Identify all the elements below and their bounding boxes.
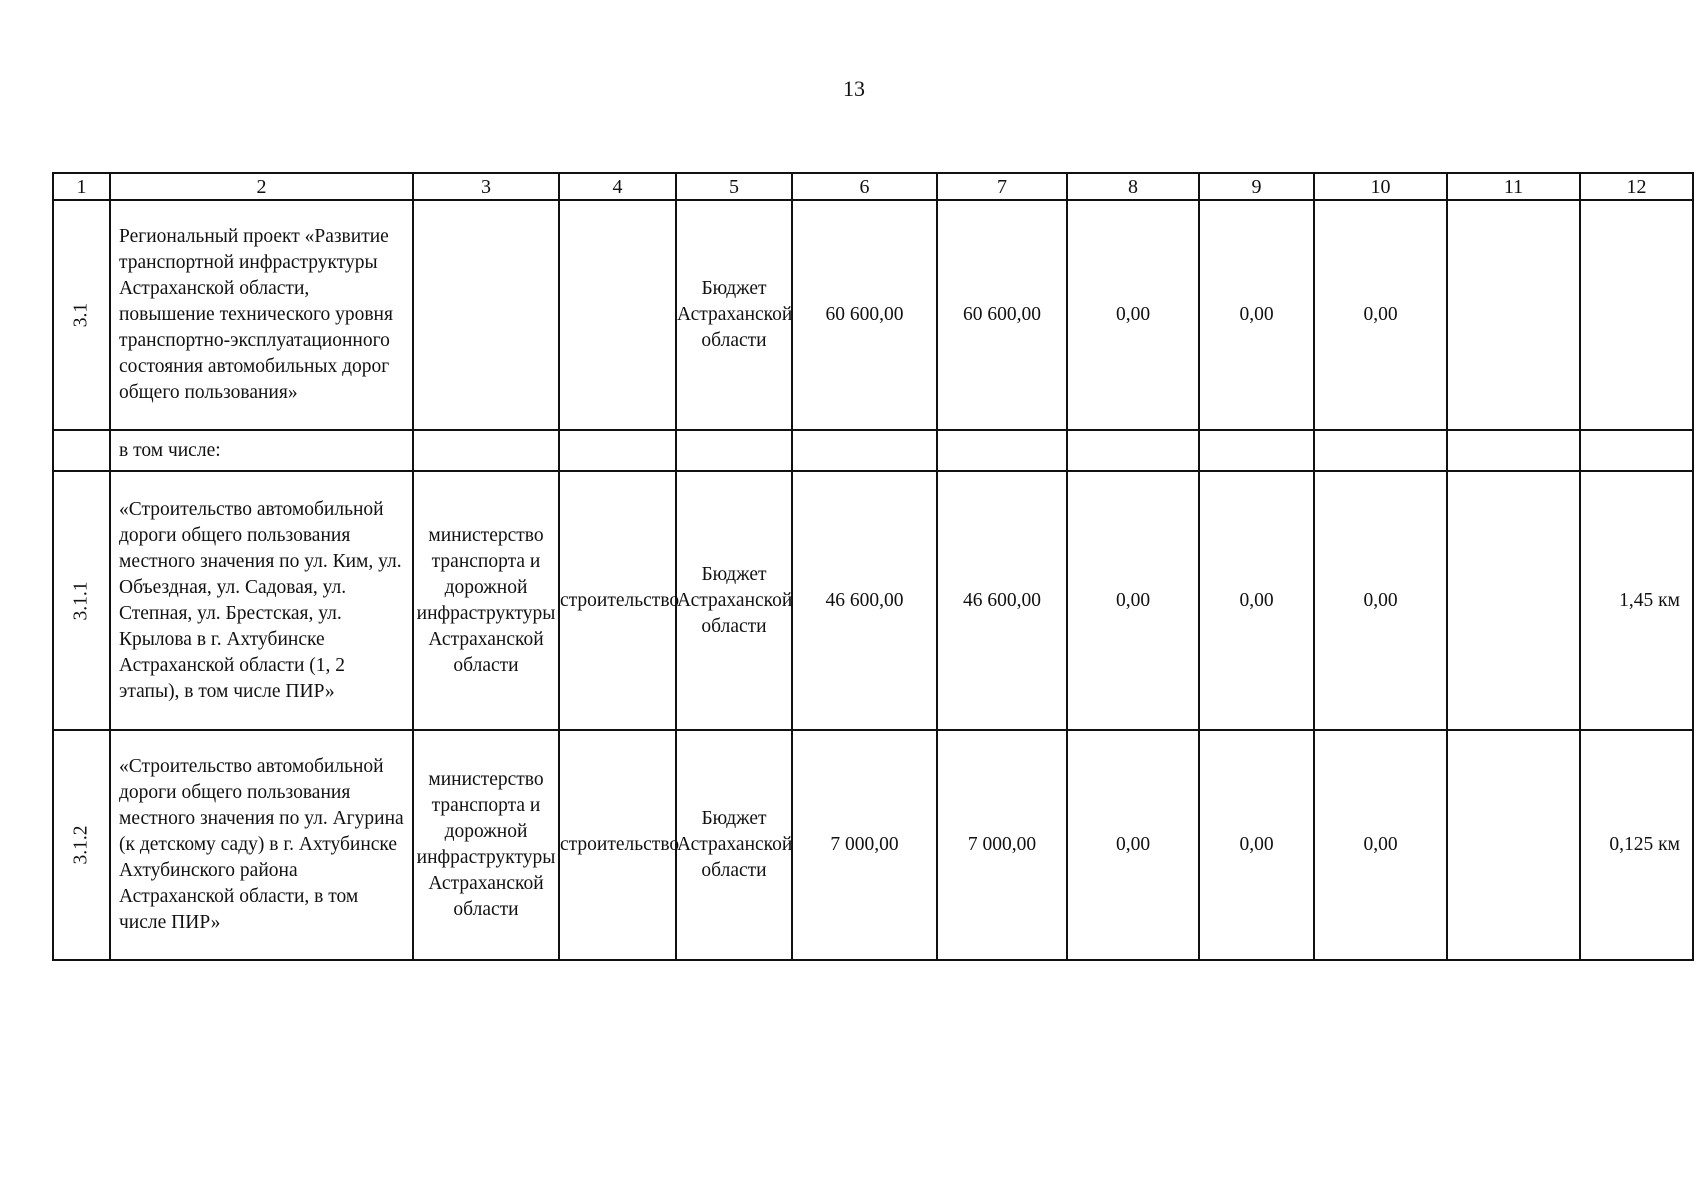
- row-col10: 0,00: [1314, 200, 1447, 430]
- column-number: 10: [1314, 173, 1447, 200]
- column-number: 3: [413, 173, 559, 200]
- row-col11: [1447, 430, 1580, 471]
- row-source: Бюджет Астраханской области: [676, 730, 792, 960]
- program-table: [52, 172, 1694, 961]
- column-number: 6: [792, 173, 937, 200]
- row-col9: 0,00: [1199, 471, 1314, 730]
- row-source: Бюджет Астраханской области: [676, 471, 792, 730]
- row-col7: [937, 430, 1067, 471]
- row-type: [559, 430, 676, 471]
- row-name: в том числе:: [110, 430, 413, 471]
- row-name: «Строительство автомобильной дороги общего пользования местного значения по ул. Агурина (к детскому саду) в г. Ахтубинске Ахтубинского района Астраханской области, в том числе ПИР»: [110, 730, 413, 960]
- row-col9: 0,00: [1199, 200, 1314, 430]
- row-col9: 0,00: [1199, 730, 1314, 960]
- row-source: [676, 430, 792, 471]
- row-col7: 46 600,00: [937, 471, 1067, 730]
- row-col7: 60 600,00: [937, 200, 1067, 430]
- row-col12: [1580, 200, 1693, 430]
- row-col8: 0,00: [1067, 200, 1199, 430]
- table-row: [53, 200, 1693, 430]
- column-number: 8: [1067, 173, 1199, 200]
- row-col11: [1447, 200, 1580, 430]
- row-number: 3.1: [53, 200, 110, 430]
- table-row: [53, 471, 1693, 730]
- row-col8: [1067, 430, 1199, 471]
- row-name: Региональный проект «Развитие транспортной инфраструктуры Астраханской области, повышение технического уровня транспортно-эксплуатационного состояния автомобильных дорог общего пользования»: [110, 200, 413, 430]
- row-type: [559, 200, 676, 430]
- row-col9: [1199, 430, 1314, 471]
- page-number: 13: [843, 76, 865, 101]
- row-number: [53, 430, 110, 471]
- row-col6: 46 600,00: [792, 471, 937, 730]
- row-type: строительство: [559, 471, 676, 730]
- table-row: [53, 730, 1693, 960]
- row-col11: [1447, 471, 1580, 730]
- row-col10: 0,00: [1314, 471, 1447, 730]
- row-col6: [792, 430, 937, 471]
- row-executor: [413, 430, 559, 471]
- row-col6: 7 000,00: [792, 730, 937, 960]
- column-number: 12: [1580, 173, 1693, 200]
- row-source: Бюджет Астраханской области: [676, 200, 792, 430]
- row-number: 3.1.1: [53, 471, 110, 730]
- row-col12: [1580, 430, 1693, 471]
- row-executor: министерство транспорта и дорожной инфраструктуры Астраханской области: [413, 730, 559, 960]
- row-col11: [1447, 730, 1580, 960]
- column-number: 9: [1199, 173, 1314, 200]
- column-number-row: [53, 173, 1693, 200]
- row-col6: 60 600,00: [792, 200, 937, 430]
- row-col7: 7 000,00: [937, 730, 1067, 960]
- row-col8: 0,00: [1067, 730, 1199, 960]
- row-name: «Строительство автомобильной дороги общего пользования местного значения по ул. Ким, ул. Объездная, ул. Садовая, ул. Степная, ул. Брестская, ул. Крылова в г. Ахтубинске Астраханской области (1, 2 этапы), в том числе ПИР»: [110, 471, 413, 730]
- column-number: 7: [937, 173, 1067, 200]
- row-type: строительство: [559, 730, 676, 960]
- table-row: [53, 430, 1693, 471]
- row-col10: 0,00: [1314, 730, 1447, 960]
- row-col8: 0,00: [1067, 471, 1199, 730]
- column-number: 2: [110, 173, 413, 200]
- row-executor: министерство транспорта и дорожной инфраструктуры Астраханской области: [413, 471, 559, 730]
- row-col12: 1,45 км: [1580, 471, 1693, 730]
- row-executor: [413, 200, 559, 430]
- column-number: 11: [1447, 173, 1580, 200]
- column-number: 5: [676, 173, 792, 200]
- column-number: 1: [53, 173, 110, 200]
- row-col12: 0,125 км: [1580, 730, 1693, 960]
- row-number: 3.1.2: [53, 730, 110, 960]
- row-col10: [1314, 430, 1447, 471]
- column-number: 4: [559, 173, 676, 200]
